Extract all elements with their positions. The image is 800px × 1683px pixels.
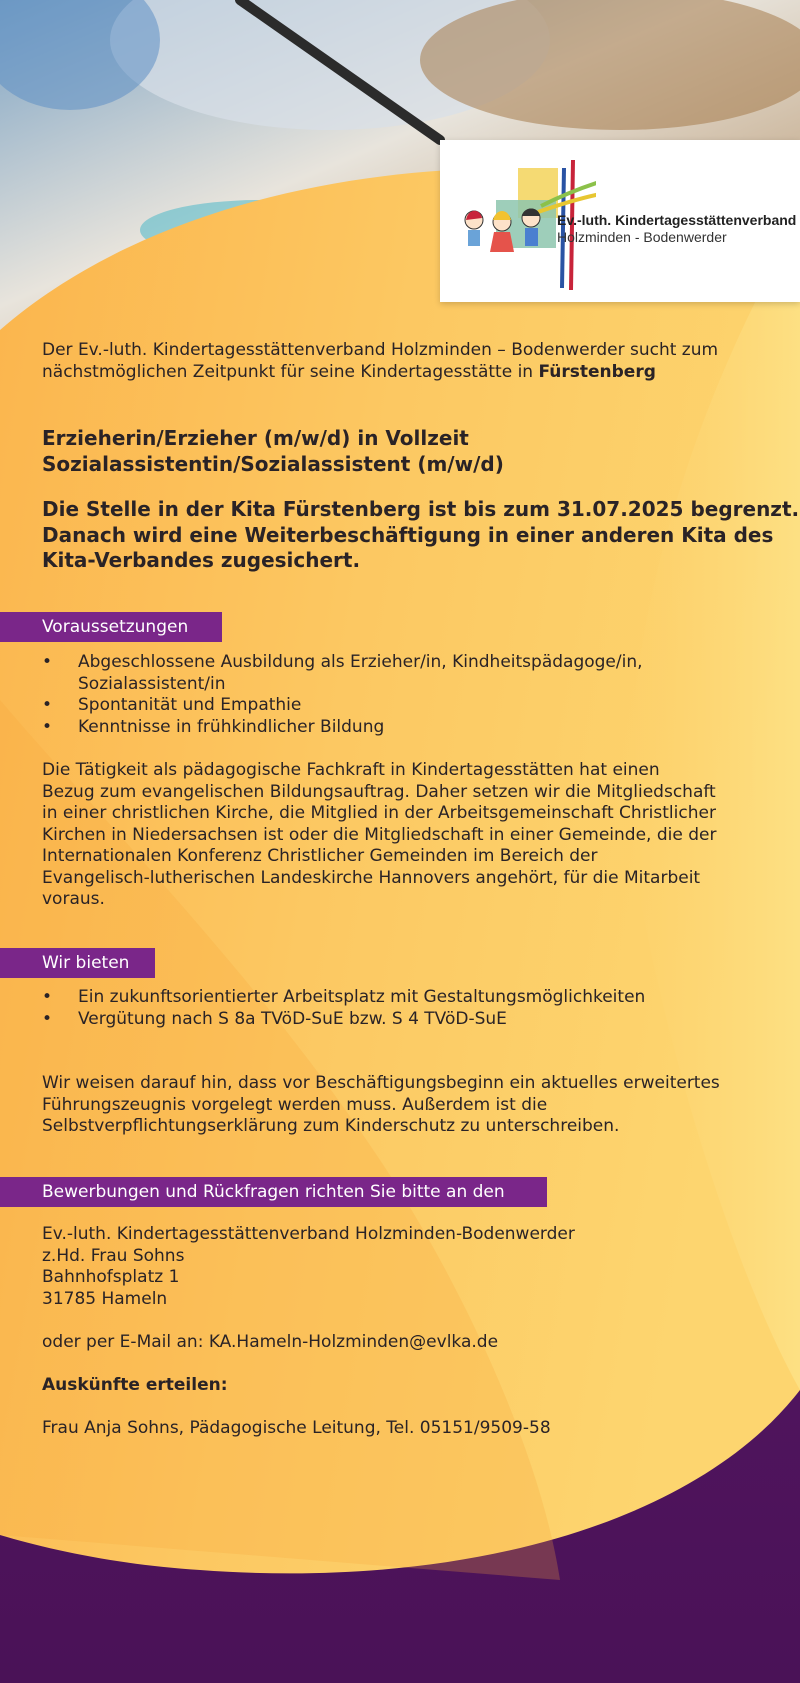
list-item: • Abgeschlossene Ausbildung als Erzieher/in, Kindheitspädagoge/in, Sozialassistent/in	[42, 652, 702, 695]
address-line: Bahnhofsplatz 1	[42, 1267, 180, 1287]
list-item: • Spontanität und Empathie	[42, 695, 702, 717]
organization-logo	[440, 140, 800, 302]
text-line: Bezug zum evangelischen Bildungsauftrag. Daher setzen wir die Mitgliedschaft	[42, 781, 716, 802]
text-line: Kirchen in Niedersachsen ist oder die Mitgliedschaft in einer Gemeinde, die der	[42, 824, 717, 845]
limitation-notice	[42, 497, 799, 574]
contact-person: Frau Anja Sohns, Pädagogische Leitung, Tel. 05151/9509-58	[42, 1418, 551, 1438]
text-line: Führungszeugnis vorgelegt werden muss. Außerdem ist die	[42, 1094, 548, 1115]
info-heading: Auskünfte erteilen:	[42, 1375, 228, 1395]
notice-line: Danach wird eine Weiterbeschäftigung in einer anderen Kita des	[42, 522, 774, 547]
text-line: Internationalen Konferenz Christlicher Gemeinden im Bereich der	[42, 846, 598, 866]
address-line: 31785 Hameln	[42, 1288, 168, 1309]
certificate-note	[42, 1073, 720, 1138]
intro-line	[42, 362, 718, 384]
text-line: in einer christlichen Kirche, die Mitglied in der Arbeitsgemeinschaft Christlicher	[42, 803, 716, 823]
notice-line: Die Stelle in der Kita Fürstenberg ist bis zum 31.07.2025 begrenzt.	[42, 497, 800, 521]
address-line: Ev.-luth. Kindertagesstättenverband Holzminden-Bodenwerder	[42, 1224, 575, 1244]
notice-line: Kita-Verbandes zugesichert.	[42, 548, 361, 572]
intro-line: Der Ev.-luth. Kindertagesstättenverband Holzminden – Bodenwerder sucht zum	[42, 340, 719, 360]
text-line: Die Tätigkeit als pädagogische Fachkraft in Kindertagesstätten hat einen	[42, 760, 660, 780]
position-title-line: Sozialassistentin/Sozialassistent (m/w/d)	[42, 451, 504, 476]
text-line: Evangelisch-lutherischen Landeskirche Hannovers angehört, für die Mitarbeit	[42, 867, 701, 888]
intro-text	[42, 340, 718, 383]
logo-organization-name: Ev.-luth. Kindertagesstättenverband	[557, 212, 797, 228]
text-line: Selbstverpflichtungserklärung zum Kinderschutz zu unterschreiben.	[42, 1116, 620, 1136]
list-item: • Vergütung nach S 8a TVöD-SuE bzw. S 4 TVöD-SuE	[42, 1009, 645, 1031]
position-title-line: Erzieherin/Erzieher (m/w/d) in Vollzeit	[42, 426, 469, 450]
requirements-text	[42, 760, 716, 911]
offer-heading: Wir bieten	[0, 948, 155, 978]
intro-location: Fürstenberg	[538, 361, 656, 382]
application-heading: Bewerbungen und Rückfragen richten Sie bitte an den	[0, 1177, 547, 1207]
list-item: • Ein zukunftsorientierter Arbeitsplatz mit Gestaltungsmöglichkeiten	[42, 987, 645, 1009]
postal-address	[42, 1224, 575, 1310]
intro-line-prefix: nächstmöglichen Zeitpunkt für seine Kindertagesstätte in	[42, 361, 539, 382]
requirements-list	[42, 652, 702, 738]
text-line: voraus.	[42, 889, 105, 909]
requirements-heading: Voraussetzungen	[0, 612, 222, 642]
logo-region: Holzminden - Bodenwerder	[557, 229, 727, 245]
address-line: z.Hd. Frau Sohns	[42, 1245, 185, 1266]
email-line[interactable]: oder per E-Mail an: KA.Hameln-Holzminden@evlka.de	[42, 1332, 499, 1352]
offer-list	[42, 987, 645, 1030]
list-item: • Kenntnisse in frühkindlicher Bildung	[42, 717, 702, 739]
text-line: Wir weisen darauf hin, dass vor Beschäftigungsbeginn ein aktuelles erweitertes	[42, 1073, 720, 1093]
position-title	[42, 426, 504, 477]
